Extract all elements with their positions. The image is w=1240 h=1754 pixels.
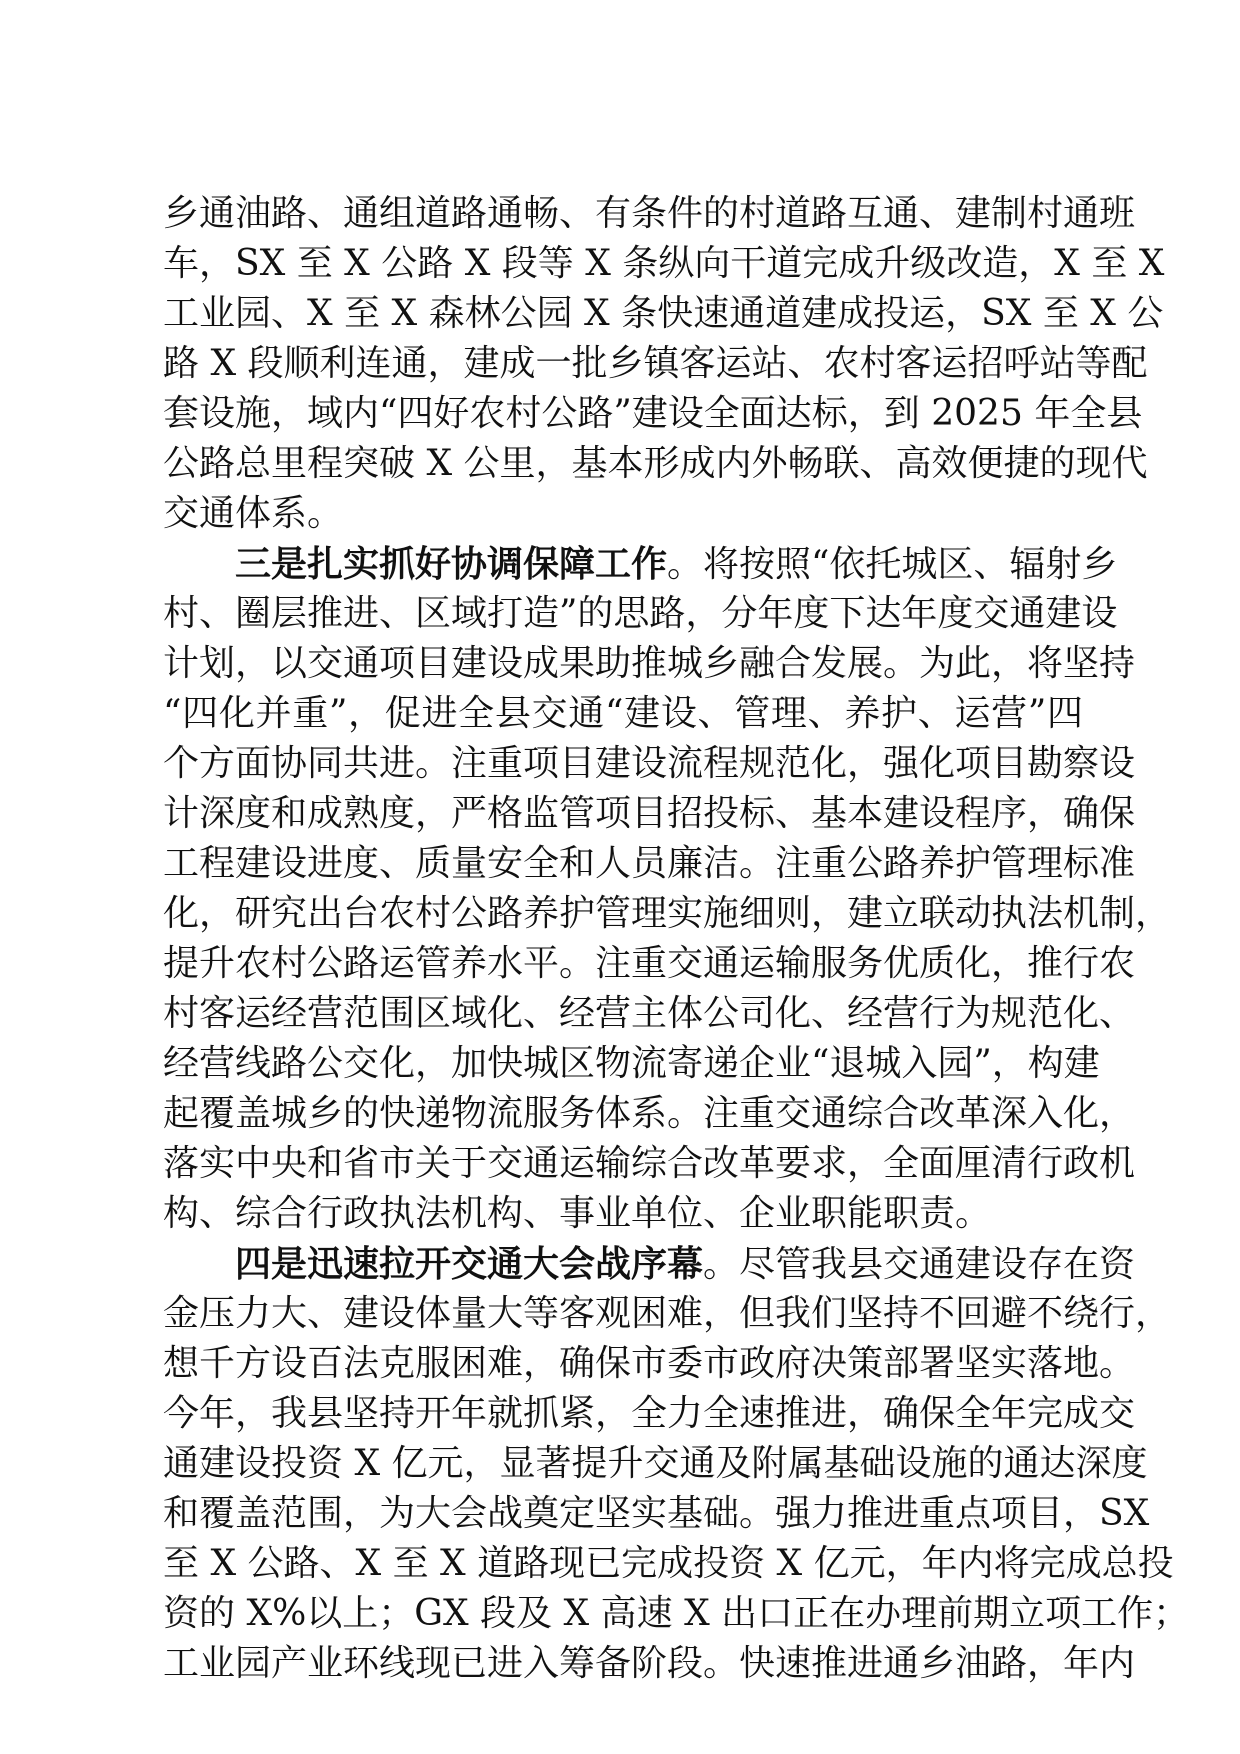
paragraph-three — [163, 539, 1172, 1239]
text-line: 村客运经营范围区域化、经营主体公司化、经营行为规范化、 — [163, 993, 1136, 1034]
text-line: 起覆盖城乡的快递物流服务体系。注重交通综合改革深入化， — [163, 1093, 1136, 1134]
text-line: 路 X 段顺利连通，建成一批乡镇客运站、农村客运招呼站等配 — [163, 343, 1148, 384]
text-line: 计划，以交通项目建设成果助推城乡融合发展。为此，将坚持 — [163, 643, 1136, 684]
text-line: 工程建设进度、质量安全和人员廉洁。注重公路养护管理标准 — [163, 843, 1136, 884]
paragraph-heading: 三是扎实抓好协调保障工作 — [235, 543, 668, 585]
text-line: 经营线路公交化，加快城区物流寄递企业“退城入园”，构建 — [163, 1043, 1100, 1084]
text-line: 交通体系。 — [163, 493, 344, 534]
text-line: 车，SX 至 X 公路 X 段等 X 条纵向干道完成升级改造，X 至 X — [163, 243, 1165, 284]
text-line: 提升农村公路运管养水平。注重交通运输服务优质化，推行农 — [163, 943, 1136, 984]
text-line: “四化并重”，促进全县交通“建设、管理、养护、运营”四 — [163, 693, 1083, 734]
text-line: 和覆盖范围，为大会战奠定坚实基础。强力推进重点项目，SX — [163, 1493, 1150, 1534]
text-line-rest: 。将按照“依托城区、辐射乡 — [667, 544, 1118, 585]
paragraph-heading: 四是迅速拉开交通大会战序幕 — [235, 1243, 704, 1285]
text-line: 套设施，域内“四好农村公路”建设全面达标，到 2025 年全县 — [163, 393, 1143, 434]
text-line: 落实中央和省市关于交通运输综合改革要求，全面厘清行政机 — [163, 1143, 1136, 1184]
paragraph-four — [163, 1239, 1190, 1689]
text-line: 通建设投资 X 亿元，显著提升交通及附属基础设施的通达深度 — [163, 1443, 1148, 1484]
text-line: 村、圈层推进、区域打造”的思路，分年度下达年度交通建设 — [163, 593, 1118, 634]
text-line: 今年，我县坚持开年就抓紧，全力全速推进，确保全年完成交 — [163, 1393, 1136, 1434]
text-line: 乡通油路、通组道路通畅、有条件的村道路互通、建制村通班 — [163, 193, 1136, 234]
text-line: 想千方设百法克服困难，确保市委市政府决策部署坚实落地。 — [163, 1343, 1136, 1384]
text-line-with-heading — [163, 1239, 1136, 1289]
text-line: 工业园、X 至 X 森林公园 X 条快速通道建成投运，SX 至 X 公 — [163, 293, 1164, 334]
body-text — [163, 189, 1190, 1689]
text-line: 个方面协同共进。注重项目建设流程规范化，强化项目勘察设 — [163, 743, 1136, 784]
text-line: 计深度和成熟度，严格监管项目招投标、基本建设程序，确保 — [163, 793, 1136, 834]
text-line: 资的 X%以上；GX 段及 X 高速 X 出口正在办理前期立项工作； — [163, 1593, 1190, 1634]
text-line: 工业园产业环线现已进入筹备阶段。快速推进通乡油路，年内 — [163, 1643, 1136, 1684]
text-line-rest: 。尽管我县交通建设存在资 — [703, 1244, 1136, 1285]
text-line: 金压力大、建设体量大等客观困难，但我们坚持不回避不绕行， — [163, 1293, 1172, 1334]
text-line: 化，研究出台农村公路养护管理实施细则，建立联动执法机制， — [163, 893, 1172, 934]
paragraph-continuation — [163, 189, 1165, 539]
text-line-with-heading — [163, 539, 1118, 589]
text-line: 至 X 公路、X 至 X 道路现已完成投资 X 亿元，年内将完成总投 — [163, 1543, 1174, 1584]
text-line: 构、综合行政执法机构、事业单位、企业职能职责。 — [163, 1193, 992, 1234]
text-line: 公路总里程突破 X 公里，基本形成内外畅联、高效便捷的现代 — [163, 443, 1148, 484]
